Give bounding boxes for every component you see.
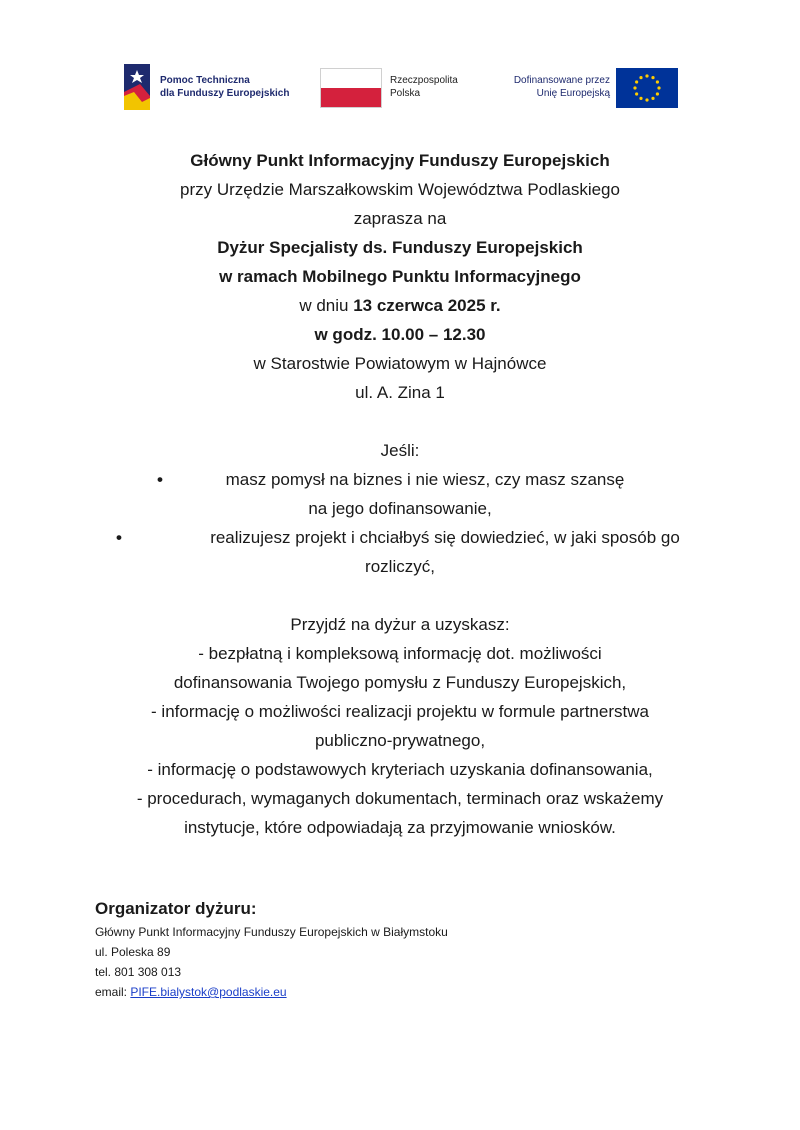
event-context: w ramach Mobilnego Punktu Informacyjnego: [219, 267, 581, 286]
fe-logo-line1: Pomoc Techniczna: [160, 75, 250, 86]
event-time: w godz. 10.00 – 12.30: [314, 325, 486, 344]
organizer-street: ul. Poleska 89: [95, 945, 171, 959]
ue-logo-line2: Unię Europejską: [536, 88, 610, 99]
ue-logo-line1: Dofinansowane przez: [513, 75, 610, 86]
event-name: Dyżur Specjalisty ds. Funduszy Europejskich: [217, 238, 583, 257]
email-label: email:: [95, 985, 131, 999]
fe-logo-line2: dla Funduszy Europejskich: [160, 88, 290, 99]
header-subtitle: przy Urzędzie Marszałkowskim Województwa Podlaskiego: [180, 180, 620, 199]
fundusze-europejskie-icon: [120, 62, 154, 112]
fe-logo: [120, 62, 310, 112]
condition-item-line1: realizujesz projekt i chciałbyś się dowiedzieć, w jaki sposób go: [210, 528, 680, 547]
polish-flag-icon: [320, 68, 382, 108]
bullet-icon: •: [116, 528, 122, 547]
announcement-body: [60, 146, 740, 842]
benefit-line: - procedurach, wymaganych dokumentach, terminach oraz wskażemy: [136, 789, 664, 808]
event-address: ul. A. Zina 1: [355, 383, 445, 402]
condition-item-line2: rozliczyć,: [365, 557, 435, 576]
benefit-line: - informację o podstawowych kryteriach uzyskania dofinansowania,: [147, 760, 653, 779]
benefit-line: - bezpłatną i kompleksową informację dot. możliwości: [198, 644, 602, 663]
rp-logo: [320, 68, 480, 112]
logo-bar: [120, 62, 680, 112]
eu-flag-icon: [616, 68, 678, 108]
condition-item: [60, 523, 740, 552]
event-date: [60, 291, 740, 320]
event-place: w Starostwie Powiatowym w Hajnówce: [253, 354, 547, 373]
organizer-name: Główny Punkt Informacyjny Funduszy Europejskich w Białymstoku: [95, 925, 448, 939]
email-link[interactable]: PIFE.bialystok@podlaskie.eu: [130, 985, 287, 999]
organizer-email-line: [95, 982, 695, 1002]
benefit-line: dofinansowania Twojego pomysłu z Funduszy Europejskich,: [173, 673, 627, 692]
organizer-block: [95, 898, 695, 1002]
organizer-title: Organizator dyżuru:: [95, 899, 257, 918]
rp-logo-line1: Rzeczpospolita: [390, 75, 458, 86]
date-prefix: w dniu: [299, 296, 354, 315]
conditions-intro: Jeśli:: [380, 441, 420, 460]
bullet-icon: •: [157, 470, 163, 489]
condition-item: [60, 465, 740, 494]
date-value: 13 czerwca 2025 r.: [353, 296, 501, 315]
benefits-intro: Przyjdź na dyżur a uzyskasz:: [290, 615, 510, 634]
condition-item-line1: masz pomysł na biznes i nie wiesz, czy masz szansę: [225, 470, 625, 489]
benefit-line: instytucje, które odpowiadają za przyjmowanie wniosków.: [184, 818, 616, 837]
benefit-line: - informację o możliwości realizacji projektu w formule partnerstwa: [151, 702, 649, 721]
rp-logo-line2: Polska: [390, 88, 421, 99]
condition-item-line2: na jego dofinansowanie,: [308, 499, 492, 518]
ue-logo: [492, 68, 678, 112]
header-invites: zaprasza na: [353, 209, 447, 228]
benefit-line: publiczno-prywatnego,: [314, 731, 486, 750]
organizer-phone: tel. 801 308 013: [95, 965, 182, 979]
header-title: Główny Punkt Informacyjny Funduszy Europejskich: [190, 151, 610, 170]
